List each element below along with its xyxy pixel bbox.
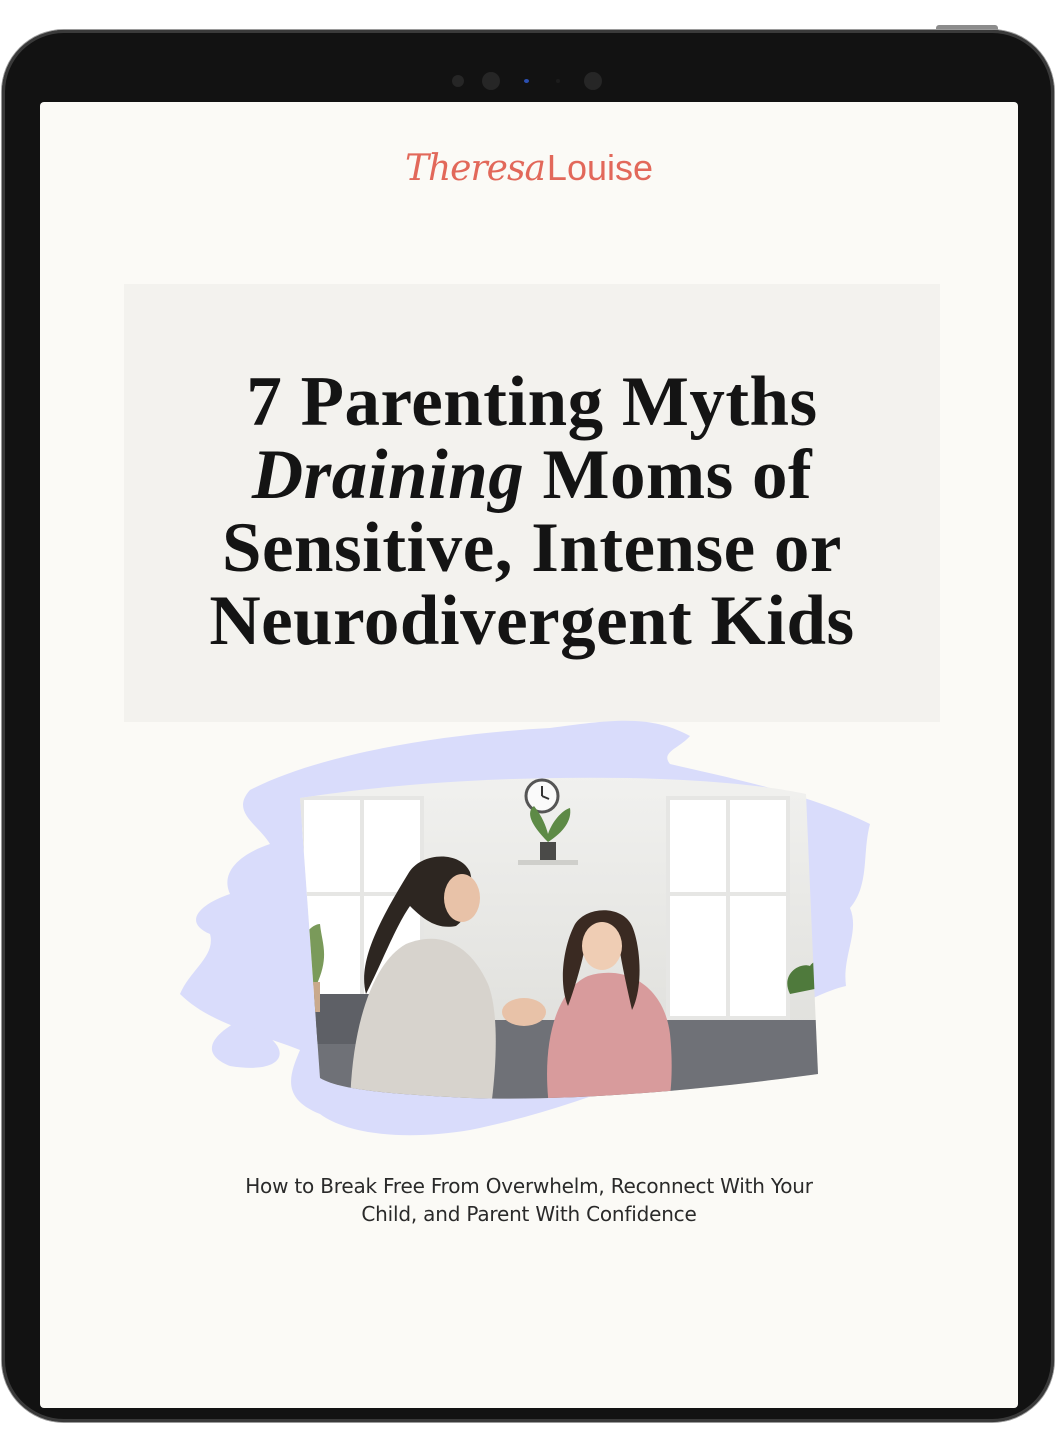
sensor-icon: [556, 79, 560, 83]
shelf: [518, 860, 578, 865]
brand-first-name: Theresa: [404, 148, 545, 189]
flash-icon: [584, 72, 602, 90]
title-panel: [124, 284, 940, 722]
indicator-icon: [524, 79, 529, 83]
title-line: 7 Parenting Myths: [246, 363, 818, 441]
ebook-cover: [40, 102, 1018, 1408]
mother-daughter-photo: [170, 694, 878, 1144]
brand-last-name: Louise: [546, 147, 654, 188]
camera-icon: [482, 72, 500, 90]
title-line: [124, 436, 940, 514]
daughter-face: [582, 922, 622, 970]
hands: [502, 998, 546, 1026]
title-line-rest: Moms of: [524, 436, 813, 514]
photo-scene: [290, 774, 830, 1114]
cover-photo: [170, 694, 878, 1144]
title-emphasis: Draining: [251, 436, 525, 514]
cover-subtitle: [40, 1172, 1018, 1228]
brand-logo: [40, 146, 1018, 191]
cover-title: [124, 363, 940, 660]
camera-bar: [448, 70, 618, 92]
tablet-frame: [2, 30, 1054, 1422]
mother-face: [444, 874, 480, 922]
title-line: Sensitive, Intense or: [222, 509, 842, 587]
title-line: Neurodivergent Kids: [209, 582, 855, 660]
sensor-icon: [452, 75, 464, 87]
subtitle-line: Child, and Parent With Confidence: [361, 1202, 697, 1226]
subtitle-line: How to Break Free From Overwhelm, Reconnect With Your: [245, 1174, 813, 1198]
